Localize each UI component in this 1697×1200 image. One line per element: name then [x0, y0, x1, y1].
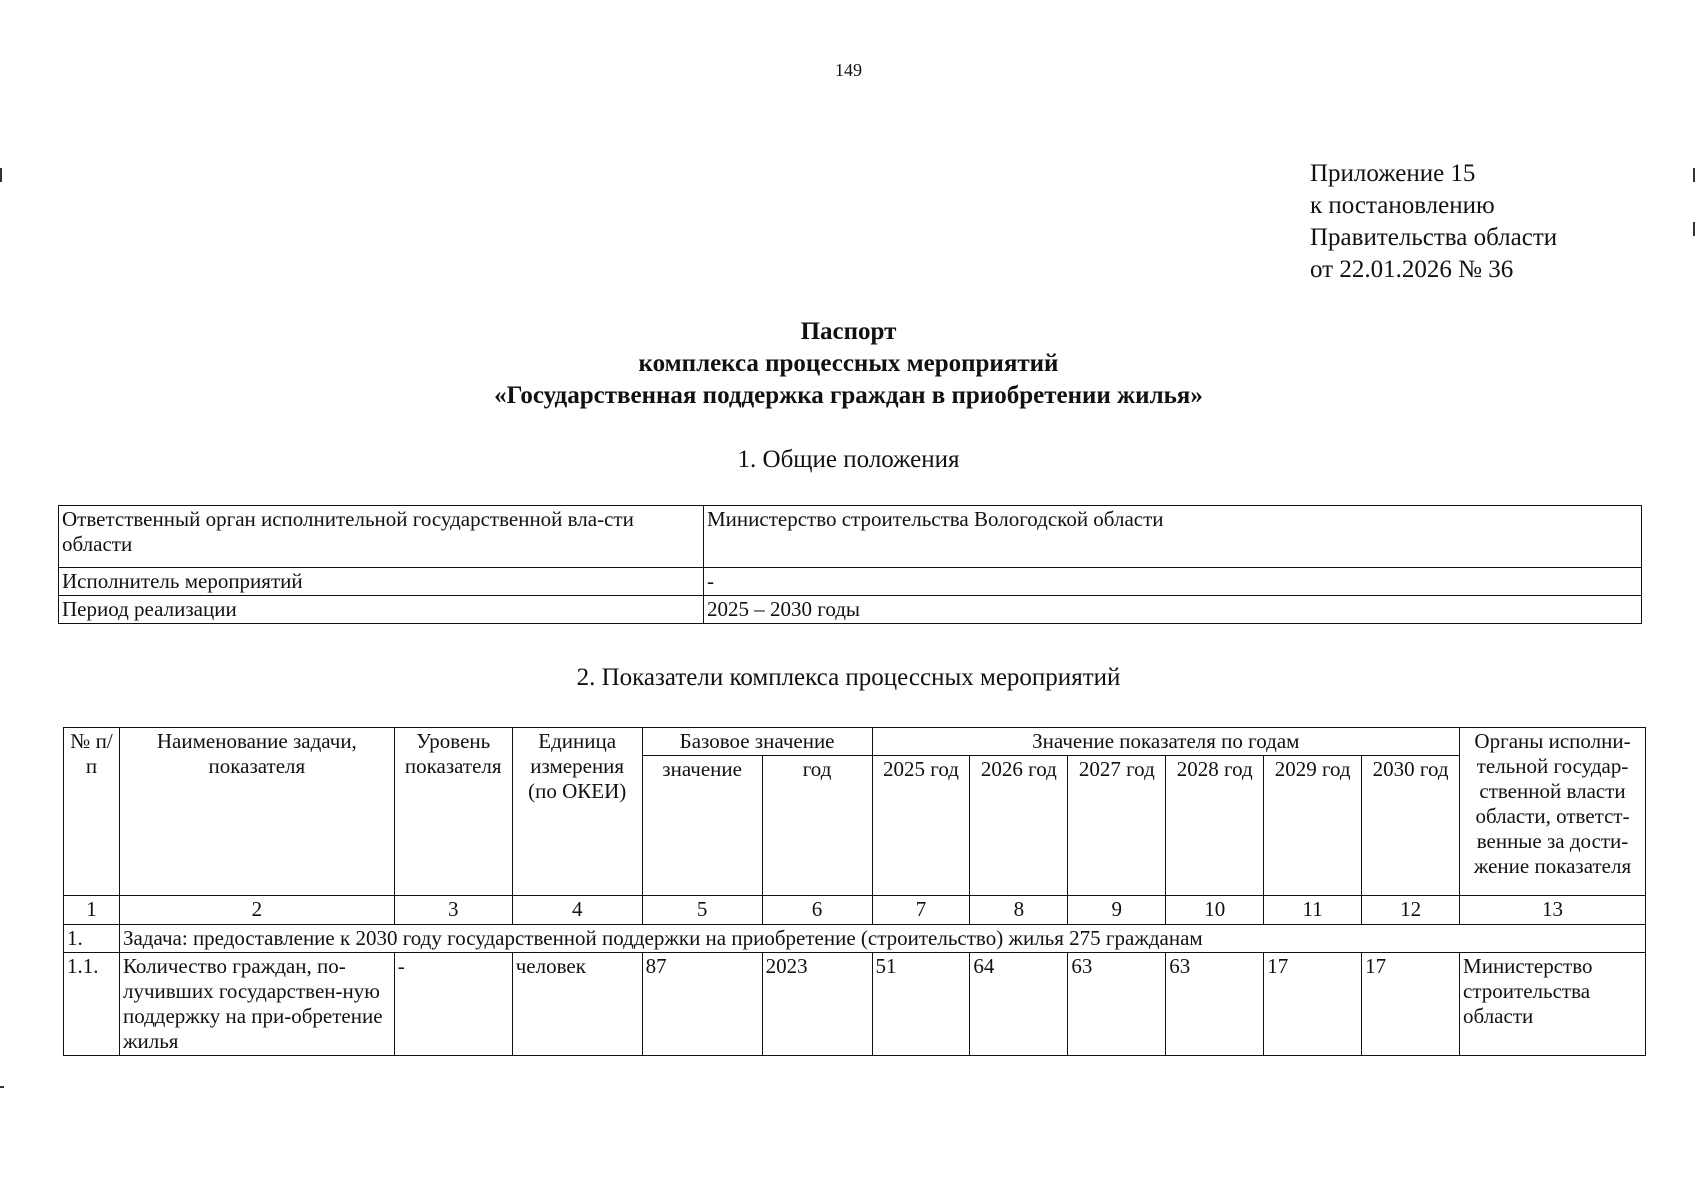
header-name: Наименование задачи, показателя — [119, 728, 394, 896]
general-label: Ответственный орган исполнительной государственной вла-сти области — [59, 506, 704, 568]
row-level: - — [394, 953, 512, 1056]
document-title — [0, 316, 1697, 412]
scan-edge-mark — [0, 168, 2, 182]
column-number: 2 — [119, 896, 394, 925]
header-year: 2028 год — [1166, 756, 1264, 896]
table-row — [59, 596, 1642, 624]
row-base-year: 2023 — [762, 953, 872, 1056]
scan-edge-mark — [1693, 168, 1695, 182]
header-base-value: значение — [642, 756, 762, 896]
header-base-year: год — [762, 756, 872, 896]
scan-edge-mark — [0, 1086, 4, 1088]
column-number: 5 — [642, 896, 762, 925]
column-number: 1 — [64, 896, 120, 925]
row-unit: человек — [512, 953, 642, 1056]
row-value-2029: 17 — [1264, 953, 1362, 1056]
column-number: 10 — [1166, 896, 1264, 925]
table-row — [59, 568, 1642, 596]
row-org: Министерство строительства области — [1460, 953, 1646, 1056]
column-number-row — [64, 896, 1646, 925]
general-provisions-table — [58, 505, 1642, 624]
header-row — [64, 728, 1646, 756]
general-value: 2025 – 2030 годы — [704, 596, 1642, 624]
row-value-2026: 64 — [970, 953, 1068, 1056]
general-value: - — [704, 568, 1642, 596]
header-base: Базовое значение — [642, 728, 872, 756]
column-number: 12 — [1362, 896, 1460, 925]
page-number: 149 — [835, 60, 862, 80]
header-year: 2025 год — [872, 756, 970, 896]
section-2-heading: 2. Показатели комплекса процессных мероприятий — [576, 664, 1121, 691]
column-number: 7 — [872, 896, 970, 925]
appendix-line-1: Приложение 15 — [1310, 160, 1476, 187]
task-text: Задача: предоставление к 2030 году государственной поддержки на приобретение (строительство) жилья 275 гражданам — [119, 925, 1645, 953]
header-year: 2029 год — [1264, 756, 1362, 896]
appendix-note — [1310, 158, 1557, 286]
header-orgs: Органы исполни-тельной государ-ственной власти области, ответст-венные за дости-жение показателя — [1460, 728, 1646, 896]
column-number: 9 — [1068, 896, 1166, 925]
row-base-value: 87 — [642, 953, 762, 1056]
task-row — [64, 925, 1646, 953]
table-row — [59, 506, 1642, 568]
general-label: Период реализации — [59, 596, 704, 624]
column-number: 3 — [394, 896, 512, 925]
column-number: 8 — [970, 896, 1068, 925]
header-level: Уровень показателя — [394, 728, 512, 896]
row-name: Количество граждан, по-лучивших государствен-ную поддержку на при-обретение жилья — [119, 953, 394, 1056]
header-num: № п/п — [64, 728, 120, 896]
section-1-heading: 1. Общие положения — [737, 446, 960, 473]
general-value: Министерство строительства Вологодской области — [704, 506, 1642, 568]
header-year: 2026 год — [970, 756, 1068, 896]
title-line-1: Паспорт — [800, 318, 897, 345]
header-unit: Единица измерения (по ОКЕИ) — [512, 728, 642, 896]
row-value-2028: 63 — [1166, 953, 1264, 1056]
appendix-line-3: Правительства области — [1310, 224, 1558, 251]
header-year: 2027 год — [1068, 756, 1166, 896]
column-number: 6 — [762, 896, 872, 925]
appendix-line-4: от 22.01.2026 № 36 — [1310, 256, 1514, 283]
row-value-2027: 63 — [1068, 953, 1166, 1056]
column-number: 4 — [512, 896, 642, 925]
row-num: 1.1. — [64, 953, 120, 1056]
appendix-line-2: к постановлению — [1310, 192, 1495, 219]
table-row — [64, 953, 1646, 1056]
header-year: 2030 год — [1362, 756, 1460, 896]
general-label: Исполнитель мероприятий — [59, 568, 704, 596]
title-line-3: «Государственная поддержка граждан в приобретении жилья» — [494, 382, 1203, 409]
header-by-years: Значение показателя по годам — [872, 728, 1460, 756]
scan-edge-mark — [1693, 222, 1695, 236]
row-value-2030: 17 — [1362, 953, 1460, 1056]
title-line-2: комплекса процессных мероприятий — [638, 350, 1059, 377]
indicators-table — [63, 727, 1646, 1056]
column-number: 11 — [1264, 896, 1362, 925]
task-num: 1. — [64, 925, 120, 953]
row-value-2025: 51 — [872, 953, 970, 1056]
column-number: 13 — [1460, 896, 1646, 925]
